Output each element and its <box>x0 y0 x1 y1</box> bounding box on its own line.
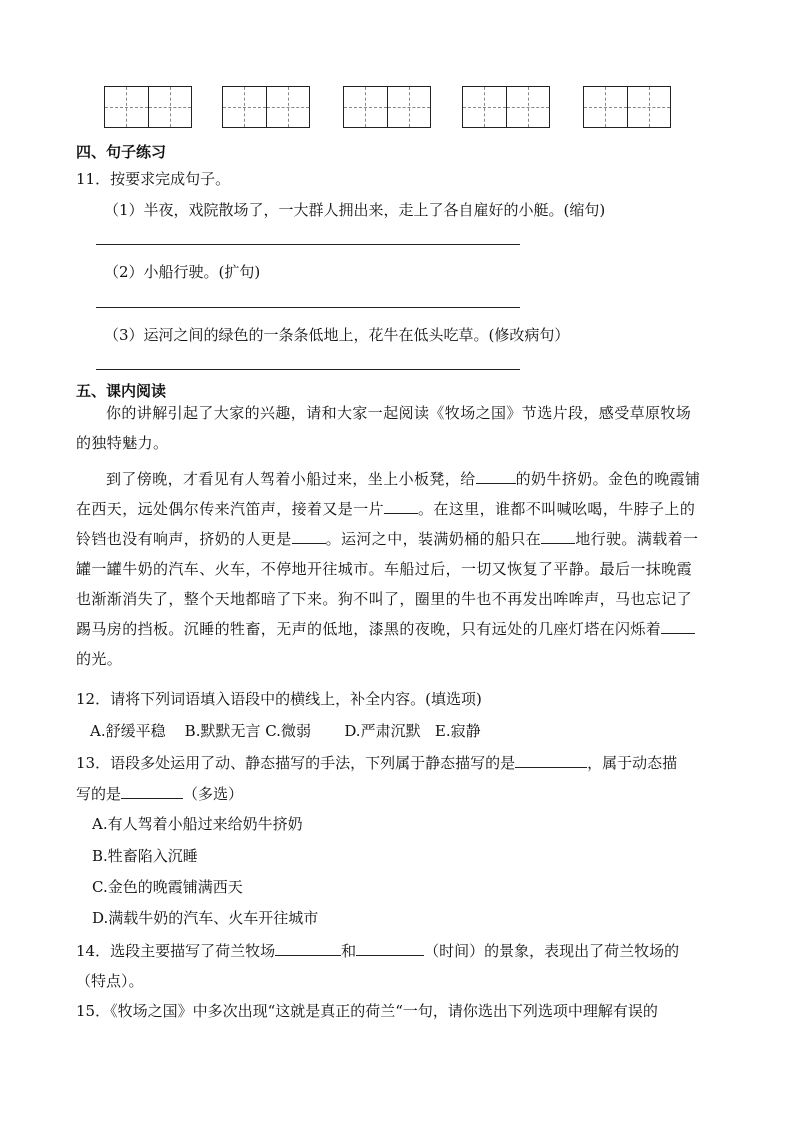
question-13-stem: 写的是 <box>76 785 122 803</box>
intro-paragraph <box>76 398 716 458</box>
reading-passage <box>76 464 716 674</box>
blank-3[interactable] <box>292 527 326 544</box>
writing-box-3[interactable] <box>343 86 431 128</box>
question-12-options: A.舒缓平稳 B.默默无言 C.微弱 D.严肃沉默 E.寂静 <box>90 722 481 740</box>
blank-1[interactable] <box>476 467 516 484</box>
writing-box-5[interactable] <box>583 86 671 128</box>
question-13-stem: （多选） <box>183 785 244 803</box>
q14-blank-2[interactable] <box>356 939 424 956</box>
answer-line-3[interactable] <box>96 369 520 370</box>
writing-box-2[interactable] <box>222 86 310 128</box>
writing-cell <box>463 87 506 127</box>
question-13-stem: 13．语段多处运用了动、静态描写的手法，下列属于静态描写的是 <box>76 754 516 772</box>
writing-cell <box>223 87 266 127</box>
blank-5[interactable] <box>661 617 695 634</box>
answer-line-1[interactable] <box>96 244 520 245</box>
passage-text: 铃铛也没有响声，挤奶的人更是 <box>76 530 292 548</box>
q11-item-2: （2）小船行驶。(扩句) <box>104 263 261 281</box>
answer-line-2[interactable] <box>96 307 520 308</box>
intro-line-1: 你的讲解引起了大家的兴趣，请和大家一起阅读《牧场之国》节选片段，感受草原牧场 <box>106 404 692 422</box>
q13-option-a[interactable]: A.有人驾着小船过来给奶牛挤奶 <box>92 815 303 833</box>
writing-cell <box>148 87 192 127</box>
q11-item-1: （1）半夜，戏院散场了，一大群人拥出来，走上了各自雇好的小艇。(缩句) <box>104 201 606 219</box>
q13-option-c[interactable]: C.金色的晚霞铺满西天 <box>92 878 243 896</box>
section-5-heading: 五、课内阅读 <box>76 382 167 400</box>
question-14-text: （特点）。 <box>76 972 144 990</box>
writing-cell <box>266 87 310 127</box>
question-13-stem: ，属于动态描 <box>587 754 678 772</box>
blank-4[interactable] <box>541 527 575 544</box>
q13-option-b[interactable]: B.牲畜陷入沉睡 <box>92 847 198 865</box>
q13-blank-static[interactable] <box>515 751 587 768</box>
writing-box-4[interactable] <box>462 86 550 128</box>
passage-text: 在西天，远处偶尔传来汽笛声，接着又是一片 <box>76 500 385 518</box>
passage-text: 的奶牛挤奶。金色的晚霞铺 <box>515 470 701 488</box>
writing-cell <box>627 87 671 127</box>
passage-text: 到了傍晚，才看见有人驾着小船过来，坐上小板凳，给 <box>106 470 476 488</box>
writing-cell <box>105 87 148 127</box>
blank-2[interactable] <box>384 497 418 514</box>
passage-text: 。运河之中，装满奶桶的船只在 <box>325 530 542 548</box>
writing-cell <box>584 87 627 127</box>
q13-blank-dynamic[interactable] <box>121 782 183 799</box>
passage-text: 踢马房的挡板。沉睡的牲畜，无声的低地，漆黑的夜晚，只有远处的几座灯塔在闪烁着 <box>76 620 662 638</box>
q13-option-d[interactable]: D.满载牛奶的汽车、火车开往城市 <box>92 909 319 927</box>
intro-line-2: 的独特魅力。 <box>76 434 169 452</box>
question-12-stem: 12．请将下列词语填入语段中的横线上，补全内容。(填选项) <box>76 690 482 708</box>
question-14-text: 14．选段主要描写了荷兰牧场 <box>76 942 276 960</box>
passage-line: 罐一罐牛奶的汽车、火车，不停地开往城市。车船过后，一切又恢复了平静。最后一抹晚霞 <box>76 560 693 578</box>
q11-item-3: （3）运河之间的绿色的一条条低地上，花牛在低头吃草。(修改病句） <box>104 326 570 344</box>
writing-cell <box>387 87 431 127</box>
question-15-text: 15．《牧场之国》中多次出现“这就是真正的荷兰“一句，请你选出下列选项中理解有误的 <box>76 1002 658 1020</box>
writing-cell <box>506 87 550 127</box>
writing-cell <box>344 87 387 127</box>
q14-blank-1[interactable] <box>275 939 341 956</box>
passage-line: 的光。 <box>76 650 123 668</box>
question-14-text: 和 <box>341 942 357 960</box>
passage-text: 。在这里，谁都不叫喊吆喝，牛脖子上的 <box>418 500 696 518</box>
question-14-text: （时间）的景象，表现出了荷兰牧场的 <box>424 942 680 960</box>
passage-text: 地行驶。满载着一 <box>575 530 699 548</box>
passage-line: 也渐渐消失了，整个天地都暗了下来。狗不叫了，圈里的牛也不再发出哞哞声，马也忘记了 <box>76 590 693 608</box>
question-11-stem: 11．按要求完成句子。 <box>76 170 231 188</box>
writing-box-1[interactable] <box>104 86 192 128</box>
section-4-heading: 四、句子练习 <box>76 143 167 161</box>
